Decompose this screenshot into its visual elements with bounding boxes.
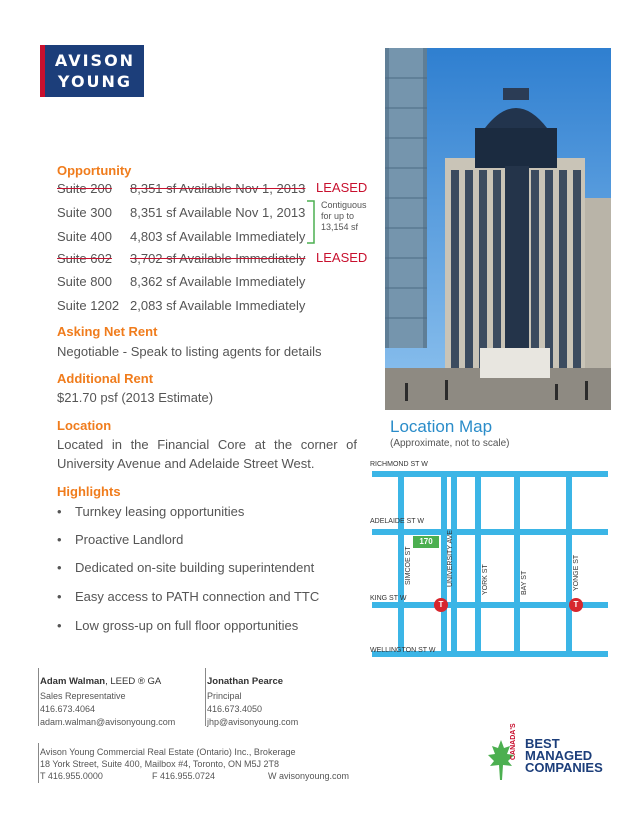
suite-1202-detail: 2,083 sf Available Immediately <box>130 298 306 313</box>
contact-divider <box>38 668 39 726</box>
building-photo <box>385 48 611 410</box>
label-wellington: WELLINGTON ST W <box>370 647 436 654</box>
footer-web[interactable]: W avisonyoung.com <box>268 771 350 781</box>
location-map-title: Location Map <box>390 417 493 436</box>
suite-1202-number: Suite 1202 <box>57 298 120 313</box>
label-york: YORK ST <box>482 564 489 595</box>
highlight-item: Proactive Landlord <box>75 532 184 547</box>
contact-2-title: Principal <box>207 691 242 701</box>
highlight-item: Turnkey leasing opportunities <box>75 504 245 519</box>
label-university: UNIVERSITY AVE <box>447 530 454 587</box>
contact-1-email[interactable]: adam.walman@avisonyoung.com <box>40 717 176 727</box>
contact-1-name: Adam Walman, LEED ® GA <box>40 676 162 687</box>
contact-2-name: Jonathan Pearce <box>207 676 284 687</box>
suite-400-number: Suite 400 <box>57 229 112 244</box>
footer-phone: T 416.955.0000 <box>40 771 103 781</box>
contiguous-note: Contiguous for up to 13,154 sf <box>321 200 367 232</box>
logo-line1: AVISON <box>54 51 136 70</box>
avison-young-logo <box>40 45 144 97</box>
suite-300-detail: 8,351 sf Available Nov 1, 2013 <box>130 205 306 220</box>
road-simcoe <box>398 471 404 657</box>
contact-divider <box>205 668 206 726</box>
ttc-subway-icon: T <box>569 598 583 612</box>
additional-rent-heading: Additional Rent <box>57 371 154 386</box>
label-bay: BAY ST <box>521 570 528 595</box>
road-richmond <box>372 471 608 477</box>
label-richmond: RICHMOND ST W <box>370 461 428 468</box>
logo-red-bar <box>40 45 45 97</box>
bullet-dot: • <box>57 560 62 575</box>
building-170-marker: 170 <box>413 536 439 548</box>
road-bay <box>514 471 520 657</box>
suite-800-number: Suite 800 <box>57 274 112 289</box>
highlight-item: Dedicated on-site building superintendent <box>75 560 315 575</box>
suite-602-number: Suite 602 <box>57 251 112 266</box>
suite-300-number: Suite 300 <box>57 205 112 220</box>
road-york <box>475 471 481 657</box>
location-map-subtitle: (Approximate, not to scale) <box>390 438 510 449</box>
footer-address: 18 York Street, Suite 400, Mailbox #4, Toronto, ON M5J 2T8 <box>40 759 279 769</box>
best-managed-companies-logo: BEST MANAGED COMPANIES <box>525 736 603 775</box>
ttc-subway-icon: T <box>434 598 448 612</box>
bullet-dot: • <box>57 532 62 547</box>
asking-rent-text: Negotiable - Speak to listing agents for details <box>57 344 322 359</box>
logo-line2: YOUNG <box>57 72 133 91</box>
suite-200-number: Suite 200 <box>57 181 112 196</box>
location-line2: University Avenue and Adelaide Street West. <box>57 456 315 471</box>
label-king: KING ST W <box>370 595 407 602</box>
suite-200-leased: LEASED <box>316 180 368 195</box>
contact-1-phone: 416.673.4064 <box>40 704 96 714</box>
suite-800-detail: 8,362 sf Available Immediately <box>130 274 306 289</box>
bullet-dot: • <box>57 504 62 519</box>
suite-602-detail: 3,702 sf Available Immediately <box>130 251 306 266</box>
highlight-item: Low gross-up on full floor opportunities <box>75 618 299 633</box>
label-simcoe: SIMCOE ST <box>405 546 412 585</box>
bullet-dot: • <box>57 618 62 633</box>
bullet-dot: • <box>57 589 62 604</box>
location-heading: Location <box>57 418 112 433</box>
highlights-heading: Highlights <box>57 484 121 499</box>
label-yonge: YONGE ST <box>573 554 580 591</box>
footer-company: Avison Young Commercial Real Estate (Ontario) Inc., Brokerage <box>40 747 296 757</box>
asking-rent-heading: Asking Net Rent <box>57 324 158 339</box>
suite-602-leased: LEASED <box>316 250 368 265</box>
contact-2-phone: 416.673.4050 <box>207 704 263 714</box>
contiguous-bracket <box>306 200 318 244</box>
opportunity-heading: Opportunity <box>57 163 132 178</box>
footer-fax: F 416.955.0724 <box>152 771 216 781</box>
bmc-canadas: CANADA'S <box>510 723 517 760</box>
suite-400-detail: 4,803 sf Available Immediately <box>130 229 306 244</box>
label-adelaide: ADELAIDE ST W <box>370 518 424 525</box>
road-yonge <box>566 471 572 657</box>
road-adelaide <box>372 529 608 535</box>
highlight-item: Easy access to PATH connection and TTC <box>75 589 320 604</box>
location-map <box>368 455 618 665</box>
footer-divider <box>38 743 39 783</box>
contact-2-email[interactable]: jhp@avisonyoung.com <box>207 717 299 727</box>
location-line1: Located in the Financial Core at the corner of <box>57 437 357 452</box>
suite-200-detail: 8,351 sf Available Nov 1, 2013 <box>130 181 306 196</box>
contact-1-title: Sales Representative <box>40 691 126 701</box>
additional-rent-text: $21.70 psf (2013 Estimate) <box>57 390 214 405</box>
